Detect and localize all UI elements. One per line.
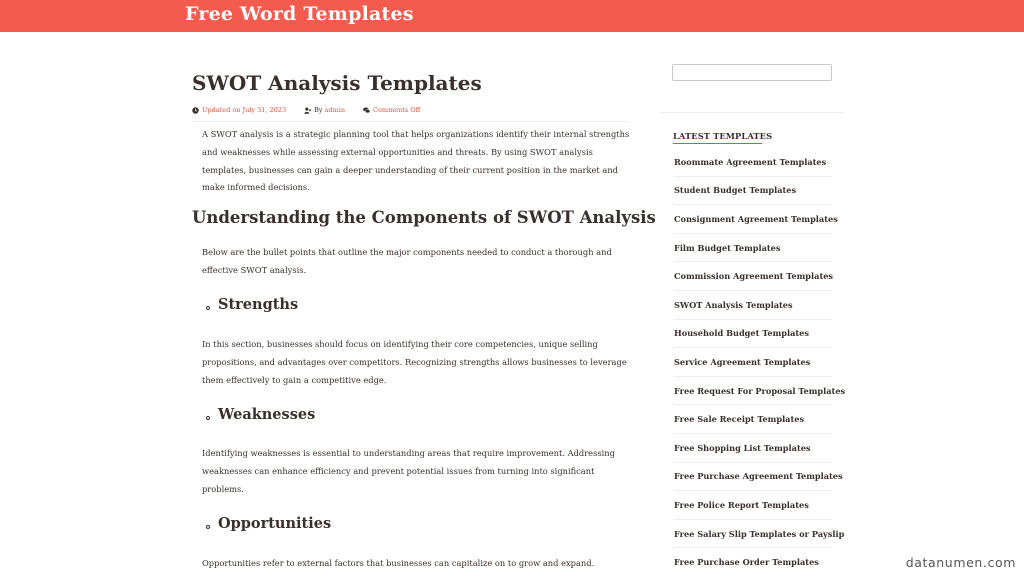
latest-template-link[interactable]: Free Police Report Templates — [674, 499, 809, 510]
latest-template-link[interactable]: SWOT Analysis Templates — [674, 299, 793, 310]
site-header — [0, 0, 1024, 32]
comments-icon — [363, 107, 370, 114]
strengths-heading — [206, 296, 298, 313]
latest-template-link[interactable]: Free Purchase Agreement Templates — [674, 471, 843, 482]
post-comments — [363, 106, 420, 114]
sidebar-divider — [660, 112, 844, 113]
latest-template-link[interactable]: Service Agreement Templates — [674, 356, 811, 367]
list-item — [674, 405, 832, 434]
section-heading: Understanding the Components of SWOT Analysis — [192, 208, 656, 227]
meta-divider — [192, 121, 629, 122]
latest-template-link[interactable]: Free Request For Proposal Templates — [674, 385, 846, 396]
comments-status: Comments Off — [373, 106, 421, 114]
latest-templates-list — [674, 148, 846, 576]
latest-template-link[interactable]: Free Purchase Order Templates — [674, 557, 819, 568]
latest-template-link[interactable]: Free Salary Slip Templates or Payslip — [674, 528, 845, 539]
widget-title-underline — [673, 143, 762, 144]
list-item — [674, 491, 832, 520]
post-meta — [192, 102, 632, 118]
opportunities-paragraph: Opportunities refer to external factors that businesses can capitalize on to grow and expand. — [202, 558, 595, 568]
latest-template-link[interactable]: Student Budget Templates — [674, 185, 797, 196]
list-item — [674, 548, 832, 576]
strengths-heading-text: Strengths — [218, 296, 299, 313]
weaknesses-heading — [206, 406, 315, 423]
search-input[interactable] — [672, 64, 832, 81]
bullet-icon — [206, 416, 210, 420]
intro-paragraph: A SWOT analysis is a strategic planning tool that helps organizations identify their internal strengths and weaknesses while assessing external opportunities and threats. By using SWOT analysis templates, businesses can gain a deeper understanding of their current position in the market and make informed decisions. — [202, 129, 630, 193]
list-item — [674, 377, 846, 406]
latest-template-link[interactable]: Film Budget Templates — [674, 242, 781, 253]
watermark: datanumen.com — [905, 555, 1016, 570]
latest-template-link[interactable]: Consignment Agreement Templates — [674, 213, 838, 224]
user-icon — [304, 107, 311, 114]
site-title-link[interactable]: Free Word Templates — [185, 3, 414, 25]
clock-icon — [192, 107, 199, 114]
latest-template-link[interactable]: Household Budget Templates — [674, 328, 809, 339]
opportunities-heading-text: Opportunities — [218, 515, 332, 532]
latest-template-link[interactable]: Roommate Agreement Templates — [674, 156, 827, 167]
list-item — [674, 148, 832, 177]
list-item — [674, 320, 832, 349]
weaknesses-paragraph: Identifying weaknesses is essential to understanding areas that require improvement. Addressing weaknesses can enhance efficiency and prevent potential issues from turning into significant problems. — [202, 448, 615, 494]
author-link[interactable]: admin — [324, 106, 346, 114]
post-date-link[interactable]: Updated on July 31, 2023 — [202, 106, 287, 114]
list-item — [674, 177, 832, 206]
author-prefix: By — [314, 106, 323, 114]
strengths-paragraph: In this section, businesses should focus on identifying their core competencies, unique selling propositions, and advantages over competitors. Recognizing strengths allows businesses to leverage them effectively to gain a competitive edge. — [202, 339, 627, 385]
list-item — [674, 348, 832, 377]
section-intro-paragraph: Below are the bullet points that outline the major components needed to conduct a thorough and effective SWOT analysis. — [202, 247, 612, 275]
latest-template-link[interactable]: Free Shopping List Templates — [674, 442, 811, 453]
latest-template-link[interactable]: Commission Agreement Templates — [674, 271, 834, 282]
post-author — [304, 106, 345, 114]
post-date — [192, 106, 286, 114]
bullet-icon — [206, 525, 210, 529]
list-item — [674, 234, 832, 263]
list-item — [674, 205, 838, 234]
page-title: SWOT Analysis Templates — [192, 71, 482, 95]
list-item — [674, 520, 845, 549]
list-item — [674, 291, 832, 320]
bullet-icon — [206, 306, 210, 310]
article — [192, 68, 656, 568]
list-item — [674, 463, 843, 492]
list-item — [674, 434, 832, 463]
weaknesses-heading-text: Weaknesses — [218, 406, 316, 423]
latest-templates-title: LATEST TEMPLATES — [673, 131, 773, 141]
list-item — [674, 262, 832, 291]
opportunities-heading — [206, 515, 331, 532]
latest-template-link[interactable]: Free Sale Receipt Templates — [674, 414, 805, 425]
